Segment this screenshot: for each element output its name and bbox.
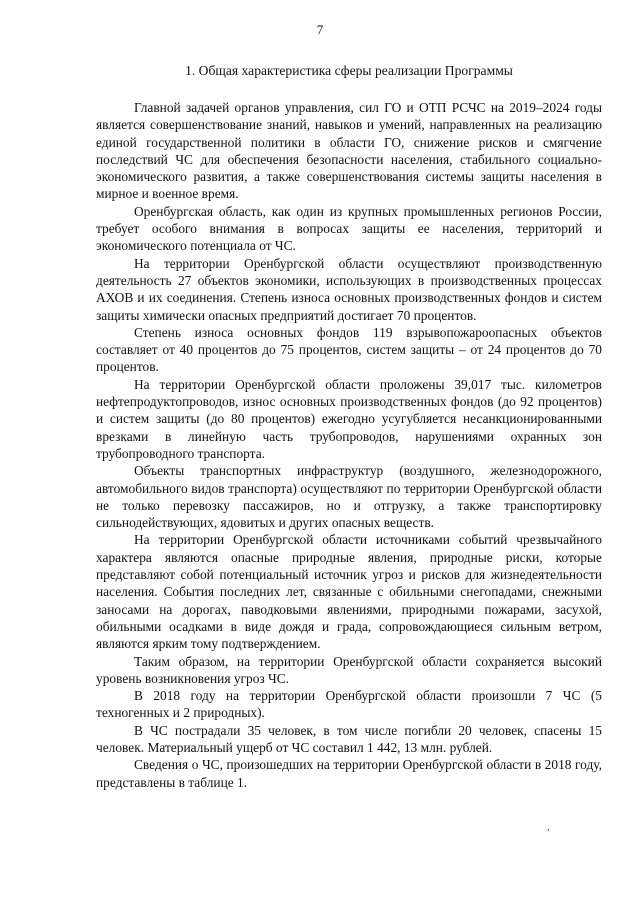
paragraph-natural-hazards: На территории Оренбургской области источниками событий чрезвычайного характера являются опасные природные явления, природные риски, которые представляют собой потенциальный источник угроз и рисков для жизнедеятельности населения. События последних лет, связанные с обильными снегопадами, снежными заносами на дорогах, паводковыми явлениями, природными пожарами, засухой, обильными осадками в виде дождя и града, сопровождающиеся сильным ветром, являются ярким тому подтверждением. [96,532,602,652]
body-text [96,99,602,791]
paragraph-table-reference: Сведения о ЧС, произошедших на территории Оренбургской области в 2018 году, представлены в таблице 1. [96,757,602,790]
page-number: 7 [316,22,324,37]
paragraph-casualties: В ЧС пострадали 35 человек, в том числе погибли 20 человек, спасены 15 человек. Материальный ущерб от ЧС составил 1 442, 13 млн. рублей. [96,722,602,755]
paragraph-threat-level: Таким образом, на территории Оренбургской области сохраняется высокий уровень возникновения угроз ЧС. [96,653,602,686]
section-title: 1. Общая характеристика сферы реализации Программы [185,63,513,78]
paragraph-chemical-hazards: На территории Оренбургской области осуществляют производственную деятельность 27 объектов экономики, использующих в производственных процессах АХОВ и их соединения. Степень износа основных производственных фондов и систем защиты химически опасных предприятий достигает 70 процентов. [96,255,602,323]
paragraph-explosive-objects: Степень износа основных фондов 119 взрывопожароопасных объектов составляет от 40 процентов до 75 процентов, систем защиты – от 24 процентов до 70 процентов. [96,324,602,375]
paragraph-pipelines: На территории Оренбургской области проложены 39,017 тыс. километров нефтепродуктопроводов, износ основных производственных фондов (до 92 процентов) и систем защиты (до 80 процентов) ежегодно усугубляется несанкционированными врезками в линейную часть трубопроводов, нарушениями охранных зон трубопроводного транспорта. [96,376,602,461]
paragraph-emergencies-2018: В 2018 году на территории Оренбургской области произошли 7 ЧС (5 техногенных и 2 природных). [96,688,602,721]
paragraph-transport: Объекты транспортных инфраструктур (воздушного, железнодорожного, автомобильного видов транспорта) осуществляют по территории Оренбургской области не только перевозку пассажиров, но и отгрузку, а также транспортировку сильнодействующих, ядовитых и других опасных веществ. [96,463,602,531]
paragraph-region-overview: Оренбургская область, как один из крупных промышленных регионов России, требует особого внимания в вопросах защиты ее населения, территорий и экономического потенциала от ЧС. [96,203,602,254]
paragraph-main-task: Главной задачей органов управления, сил ГО и ОТП РСЧС на 2019–2024 годы является совершенствование знаний, навыков и умений, направленных на реализацию единой государственной политики в области ГО, снижение рисков и смягчение последствий ЧС для обеспечения безопасности населения, стабильного социально-экономического развития, а также совершенствования системы защиты населения в мирное и военное время. [96,100,602,202]
stray-mark: , [547,822,550,833]
